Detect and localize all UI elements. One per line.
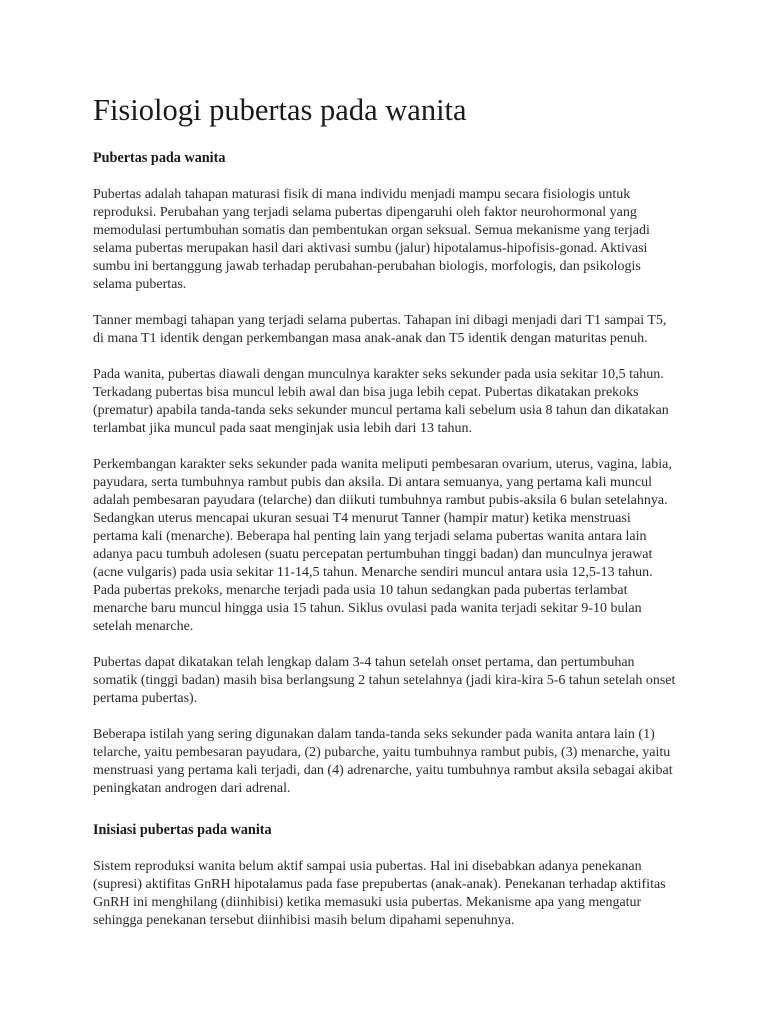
section-pubertas-pada-wanita: [93, 149, 678, 798]
paragraph: Tanner membagi tahapan yang terjadi selama pubertas. Tahapan ini dibagi menjadi dari T1 sampai T5, di mana T1 identik dengan perkembangan masa anak-anak dan T5 identik dengan maturitas penuh.: [93, 313, 667, 346]
paragraph: Sistem reproduksi wanita belum aktif sampai usia pubertas. Hal ini disebabkan adanya penekanan (supresi) aktifitas GnRH hipotalamus pada fase prepubertas (anak-anak). Penekanan terhadap aktifitas GnRH ini menghilang (diinhibisi) ketika memasuki usia pubertas. Mekanisme apa yang mengatur sehingga penekanan tersebut diinhibisi masih belum dipahami sepenuhnya.: [93, 859, 666, 928]
document-body: [93, 149, 678, 948]
section-heading: Pubertas pada wanita: [93, 150, 226, 166]
paragraph: Beberapa istilah yang sering digunakan dalam tanda-tanda seks sekunder pada wanita antara lain (1) telarche, yaitu pembesaran payudara, (2) pubarche, yaitu tumbuhnya rambut pubis, (3) menarche, yaitu menstruasi yang pertama kali terjadi, dan (4) adrenarche, yaitu tumbuhnya rambut aksila sebagai akibat peningkatan androgen dari adrenal.: [93, 727, 673, 796]
paragraph: Pubertas dapat dikatakan telah lengkap dalam 3-4 tahun setelah onset pertama, dan pertumbuhan somatik (tinggi badan) masih bisa berlangsung 2 tahun setelahnya (jadi kira-kira 5-6 tahun setelah onset pertama pubertas).: [93, 655, 676, 706]
section-inisiasi-pubertas: [93, 821, 678, 930]
paragraph: Pubertas adalah tahapan maturasi fisik di mana individu menjadi mampu secara fisiologis untuk reproduksi. Perubahan yang terjadi selama pubertas dipengaruhi oleh faktor neurohormonal yang memodulasi pertumbuhan somatis dan pembentukan organ seksual. Semua mekanisme yang terjadi selama pubertas merupakan hasil dari aktivasi sumbu (jalur) hipotalamus-hipofisis-gonad. Aktivasi sumbu ini bertanggung jawab terhadap perubahan-perubahan biologis, morfologis, dan psikologis selama pubertas.: [93, 187, 650, 292]
section-heading: Inisiasi pubertas pada wanita: [93, 822, 272, 838]
paragraph: Perkembangan karakter seks sekunder pada wanita meliputi pembesaran ovarium, uterus, vagina, labia, payudara, serta tumbuhnya rambut pubis dan aksila. Di antara semuanya, yang pertama kali muncul adalah pembesaran payudara (telarche) dan diikuti tumbuhnya rambut pubis-aksila 6 bulan setelahnya. Sedangkan uterus mencapai ukuran sesuai T4 menurut Tanner (hampir matur) ketika menstruasi pertama kali (menarche). Beberapa hal penting lain yang terjadi selama pubertas wanita antara lain adanya pacu tumbuh adolesen (suatu percepatan pertumbuhan tinggi badan) dan munculnya jerawat (acne vulgaris) pada usia sekitar 11-14,5 tahun. Menarche sendiri muncul antara usia 12,5-13 tahun. Pada pubertas prekoks, menarche terjadi pada usia 10 tahun sedangkan pada pubertas terlambat menarche baru muncul hingga usia 15 tahun. Siklus ovulasi pada wanita terjadi sekitar 9-10 bulan setelah menarche.: [93, 457, 672, 634]
page-title: Fisiologi pubertas pada wanita: [93, 93, 467, 127]
paragraph: Pada wanita, pubertas diawali dengan munculnya karakter seks sekunder pada usia sekitar 10,5 tahun. Terkadang pubertas bisa muncul lebih awal dan bisa juga lebih cepat. Pubertas dikatakan prekoks (prematur) apabila tanda-tanda seks sekunder muncul pertama kali sebelum usia 8 tahun dan dikatakan terlambat jika muncul pada saat menginjak usia lebih dari 13 tahun.: [93, 367, 669, 436]
